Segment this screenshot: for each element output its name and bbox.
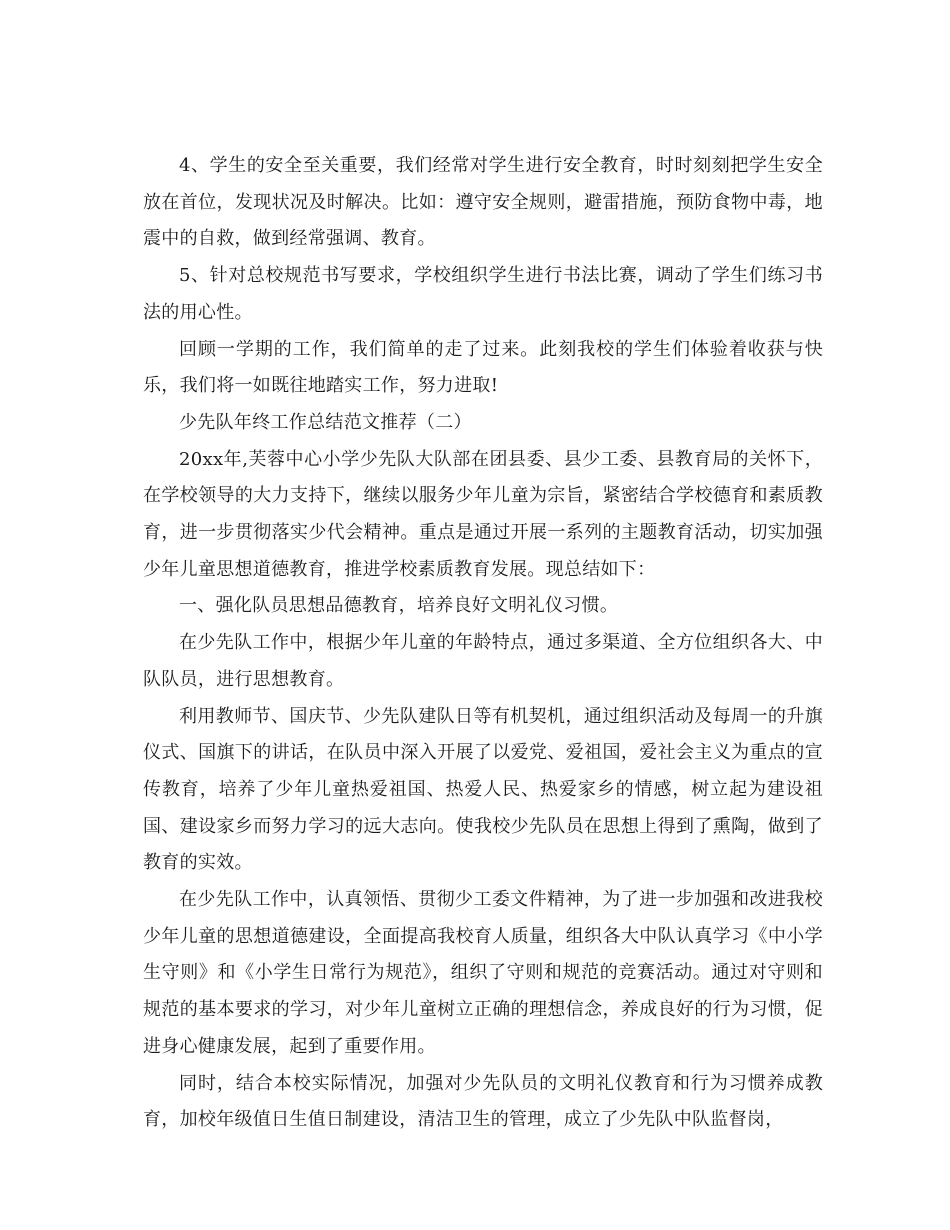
paragraph-rules: 在少先队工作中，认真领悟、贯彻少工委文件精神，为了进一步加强和改进我校少年儿童的思想道德建设，全面提高我校育人质量，组织各大中队认真学习《中小学生守则》和《小学生日常行为规范》，组织了守则和规范的竞赛活动。通过对守则和规范的基本要求的学习，对少年儿童树立正确的理想信念，养成良好的行为习惯，促进身心健康发展，起到了重要作用。 bbox=[143, 889, 823, 1057]
paragraph-festivals: 利用教师节、国庆节、少先队建队日等有机契机，通过组织活动及每周一的升旗仪式、国旗下的讲话，在队员中深入开展了以爱党、爱祖国，爱社会主义为重点的宣传教育，培养了少年儿童热爱祖国、热爱人民、热爱家乡的情感，树立起为建设祖国、建设家乡而努力学习的远大志向。使我校少先队员在思想上得到了熏陶，做到了教育的实效。 bbox=[143, 705, 823, 874]
paragraph-intro: 20xx年,芙蓉中心小学少先队大队部在团县委、县少工委、县教育局的关怀下，在学校领导的大力支持下，继续以服务少年儿童为宗旨，紧密结合学校德育和素质教育，进一步贯彻落实少代会精神。重点是通过开展一系列的主题教育活动，切实加强少年儿童思想道德教育，推进学校素质教育发展。现总结如下： bbox=[143, 448, 823, 580]
paragraph-safety: 4、学生的安全至关重要，我们经常对学生进行安全教育，时时刻刻把学生安全放在首位，发现状况及时解决。比如：遵守安全规则，避雷措施，预防食物中毒，地震中的自救，做到经常强调、教育。 bbox=[143, 155, 823, 250]
document-body bbox=[143, 148, 823, 1139]
subheading-moral-education: 一、强化队员思想品德教育，培养良好文明礼仪习惯。 bbox=[179, 595, 619, 617]
paragraph-calligraphy: 5、针对总校规范书写要求，学校组织学生进行书法比赛，调动了学生们练习书法的用心性。 bbox=[143, 265, 823, 323]
paragraph-channels: 在少先队工作中，根据少年儿童的年龄特点，通过多渠道、全方位组织各大、中队队员，进行思想教育。 bbox=[143, 632, 823, 690]
section-heading: 少先队年终工作总结范文推荐（二） bbox=[179, 411, 472, 433]
paragraph-review: 回顾一学期的工作，我们简单的走了过来。此刻我校的学生们体验着收获与快乐，我们将一如既往地踏实工作，努力进取! bbox=[143, 338, 823, 397]
paragraph-etiquette: 同时，结合本校实际情况，加强对少先队员的文明礼仪教育和行为习惯养成教育，加校年级值日生值日制建设，清洁卫生的管理，成立了少先队中队监督岗， bbox=[143, 1072, 823, 1131]
